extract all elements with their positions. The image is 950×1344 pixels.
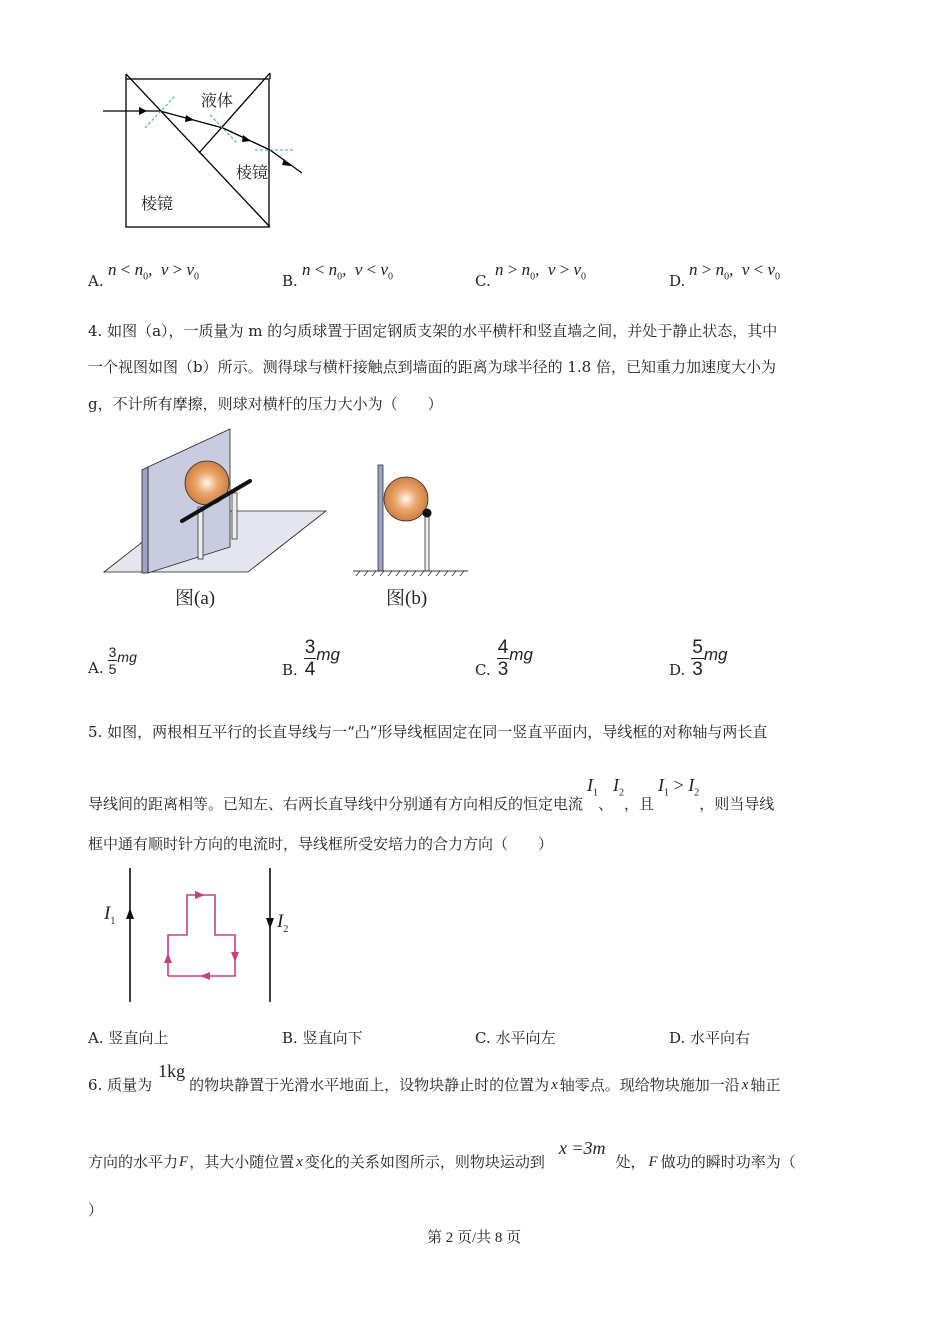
prism-right-label: 棱镜 xyxy=(236,163,269,182)
q5-line-1: 5. 如图，两根相互平行的长直导线与一“凸”形导线框固定在同一竖直平面内，导线框的对称轴与两长直 xyxy=(88,723,768,741)
label-i2: $I_2$ xyxy=(277,911,289,935)
q6-line-1: 6. 质量为 1kg 的物块静置于光滑水平地面上，设物块静止时的位置为 x 轴零点。现给物块施加一沿 x 轴正 xyxy=(88,1061,781,1094)
q4-option-c-fraction: $\frac{4}{3}$ xyxy=(497,637,509,680)
wires-and-frame-diagram xyxy=(95,865,305,1010)
q3-option-b-expr: $n < n_0$, $v < v_0$ xyxy=(302,260,394,283)
q4-option-a[interactable]: A. $\frac{3}{5}$ mg xyxy=(88,643,137,677)
q4-option-b-fraction: $\frac{3}{4}$ xyxy=(304,637,316,680)
ball-on-bar-3d-diagram xyxy=(100,425,330,585)
q4-line-1: 4. 如图（a），一质量为 m 的匀质球置于固定钢质支架的水平横杆和竖直墙之间，并处于静止状态，其中 xyxy=(88,322,778,340)
q5-option-a[interactable]: A. 竖直向上 xyxy=(88,1029,169,1047)
prism-figure xyxy=(95,65,315,235)
q4-option-b[interactable]: B. $\frac{3}{4}$ mg xyxy=(282,637,340,680)
q4-figure-a xyxy=(100,425,330,615)
q5-option-b[interactable]: B. 竖直向下 xyxy=(282,1029,363,1047)
q4-option-d[interactable]: D. $\frac{5}{3}$ mg xyxy=(669,637,728,680)
page-footer: 第 2 页/共 8 页 xyxy=(427,1230,522,1246)
q3-option-d-expr: $n > n_0$, $v < v_0$ xyxy=(689,260,781,283)
q4-option-d-fraction: $\frac{5}{3}$ xyxy=(692,637,703,680)
q4-line-2: 一个视图如图（b）所示。测得球与横杆接触点到墙面的距离为球半径的 1.8 倍，已知重力加速度大小为 xyxy=(88,358,776,376)
q5-option-c[interactable]: C. 水平向左 xyxy=(475,1029,556,1047)
caption-a: 图(a) xyxy=(175,588,216,609)
q5-line-2: 导线间的距离相等。已知左、右两长直导线中分别通有方向相反的恒定电流 $I_1$ 、 $I_2$ ，且 $I_1 > I_2$ ，则当导线 xyxy=(88,775,775,813)
q5-figure xyxy=(95,865,305,1010)
q4-figure-b xyxy=(350,460,475,615)
q5-line-3: 框中通有顺时针方向的电流时，导线框所受安培力的合力方向（ ） xyxy=(88,835,554,853)
caption-b: 图(b) xyxy=(386,588,428,609)
prism-left-label: 棱镜 xyxy=(141,194,174,213)
q4-option-c[interactable]: C. $\frac{4}{3}$ mg xyxy=(475,637,533,680)
liquid-label: 液体 xyxy=(201,91,234,110)
q3-option-a-expr: $n < n_0$, $v > v_0$ xyxy=(108,260,200,283)
q6-line-3: ） xyxy=(88,1201,104,1219)
q5-option-d[interactable]: D. 水平向右 xyxy=(669,1029,751,1047)
q3-option-c-expr: $n > n_0$, $v > v_0$ xyxy=(495,260,587,283)
q4-option-a-fraction: $\frac{3}{5}$ xyxy=(108,643,117,677)
ball-on-bar-side-view-diagram xyxy=(350,460,475,580)
q4-line-3: g，不计所有摩擦，则球对横杆的压力大小为（ ） xyxy=(88,395,443,413)
q6-line-2: 方向的水平力 F ，其大小随位置 x 变化的关系如图所示，则物块运动到 x =3m 处， F 做功的瞬时功率为（ xyxy=(88,1138,796,1171)
label-i1: $I_1$ xyxy=(104,903,116,927)
